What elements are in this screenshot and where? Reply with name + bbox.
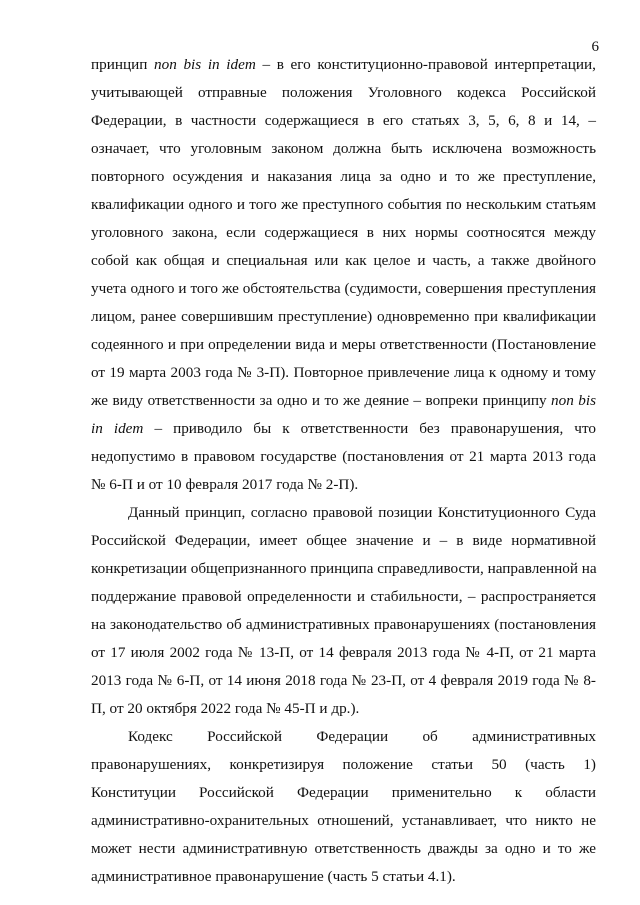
text-segment: от 17 июля 2002 года № 13-П, от 14 февраля 2013 года № 4-П, от 21 марта: [91, 644, 596, 661]
text-line: [91, 588, 596, 606]
text-segment: Российской Федерации, имеет общее значение и – в виде нормативной: [91, 532, 596, 549]
text-line: [91, 616, 596, 634]
text-segment: же виду ответственности за одно и то же деяние – вопреки принципу: [91, 392, 552, 409]
text-segment: лицом, ранее совершившим преступление) одновременно при квалификации: [91, 308, 596, 325]
text-line: [91, 756, 596, 774]
text-segment: – в его конституционно-правовой интерпретации,: [255, 56, 596, 73]
text-segment: уголовного закона, если содержащиеся в них нормы соотносятся между: [91, 224, 596, 241]
text-line: [91, 140, 596, 158]
text-segment: Данный принцип, согласно правовой позиции Конституционного Суда: [128, 504, 596, 521]
text-segment: – приводило бы к ответственности без правонарушения, что: [143, 420, 596, 437]
text-line: [91, 280, 596, 298]
text-segment: учитывающей отправные положения Уголовного кодекса Российской: [91, 84, 596, 101]
text-segment: конкретизации общепризнанного принципа справедливости, направленной на: [91, 560, 597, 577]
text-segment: означает, что уголовным законом должна быть исключена возможность: [91, 140, 596, 157]
text-segment: принцип: [91, 56, 155, 73]
text-segment: недопустимо в правовом государстве (постановления от 21 марта 2013 года: [91, 448, 596, 465]
text-segment: Конституции Российской Федерации применительно к области: [91, 784, 596, 801]
text-line: [91, 784, 596, 802]
page-number: 6: [591, 39, 599, 55]
text-segment: повторного осуждения и наказания лица за одно и то же преступление,: [91, 168, 596, 185]
text-line: [91, 840, 596, 858]
text-line: [91, 532, 596, 550]
text-segment: 2013 года № 6-П, от 14 июня 2018 года № 23-П, от 4 февраля 2019 года № 8-: [91, 672, 596, 689]
text-line: [91, 560, 596, 578]
text-segment: поддержание правовой определенности и стабильности, – распространяется: [91, 588, 596, 605]
text-segment: Кодекс Российской Федерации об административных: [128, 728, 596, 745]
text-segment: собой как общая и специальная или как целое и часть, а также двойного: [91, 252, 596, 269]
text-line: [91, 168, 596, 186]
text-line: [91, 476, 596, 494]
text-segment: административное правонарушение (часть 5 статьи 4.1).: [91, 868, 456, 885]
text-line: [91, 196, 596, 214]
text-line: [91, 224, 596, 242]
text-line: [91, 392, 596, 410]
text-segment: правонарушениях, конкретизируя положение статьи 50 (часть 1): [91, 756, 596, 773]
text-segment: П, от 20 октября 2022 года № 45-П и др.).: [91, 700, 360, 717]
text-segment: квалификации одного и того же преступного события по нескольким статьям: [91, 196, 596, 213]
italic-term: non bis in idem: [154, 56, 256, 73]
text-line: [91, 112, 596, 130]
text-segment: № 6-П и от 10 февраля 2017 года № 2-П).: [91, 476, 359, 493]
text-line: [128, 728, 596, 746]
text-segment: административно-охранительных отношений, устанавливает, что никто не: [91, 812, 596, 829]
text-segment: может нести административную ответственность дважды за одно и то же: [91, 840, 596, 857]
text-segment: Федерации, в частности содержащиеся в его статьях 3, 5, 6, 8 и 14, –: [91, 112, 596, 129]
text-segment: на законодательство об административных правонарушениях (постановления: [91, 616, 596, 633]
text-line: [91, 364, 596, 382]
text-line: [91, 252, 596, 270]
text-line: [91, 672, 596, 690]
text-line: [128, 504, 596, 522]
text-line: [91, 644, 596, 662]
text-line: [91, 700, 596, 718]
text-line: [91, 868, 596, 886]
text-segment: содеянного и при определении вида и меры ответственности (Постановление: [91, 336, 596, 353]
italic-term: in idem: [91, 420, 144, 437]
text-line: [91, 420, 596, 438]
text-line: [91, 84, 596, 102]
text-segment: от 19 марта 2003 года № 3-П). Повторное привлечение лица к одному и тому: [91, 364, 596, 381]
text-line: [91, 56, 596, 74]
text-line: [91, 812, 596, 830]
italic-term: non bis: [551, 392, 596, 409]
text-line: [91, 308, 596, 326]
text-line: [91, 448, 596, 466]
text-segment: учета одного и того же обстоятельства (судимости, совершения преступления: [91, 280, 596, 297]
text-line: [91, 336, 596, 354]
